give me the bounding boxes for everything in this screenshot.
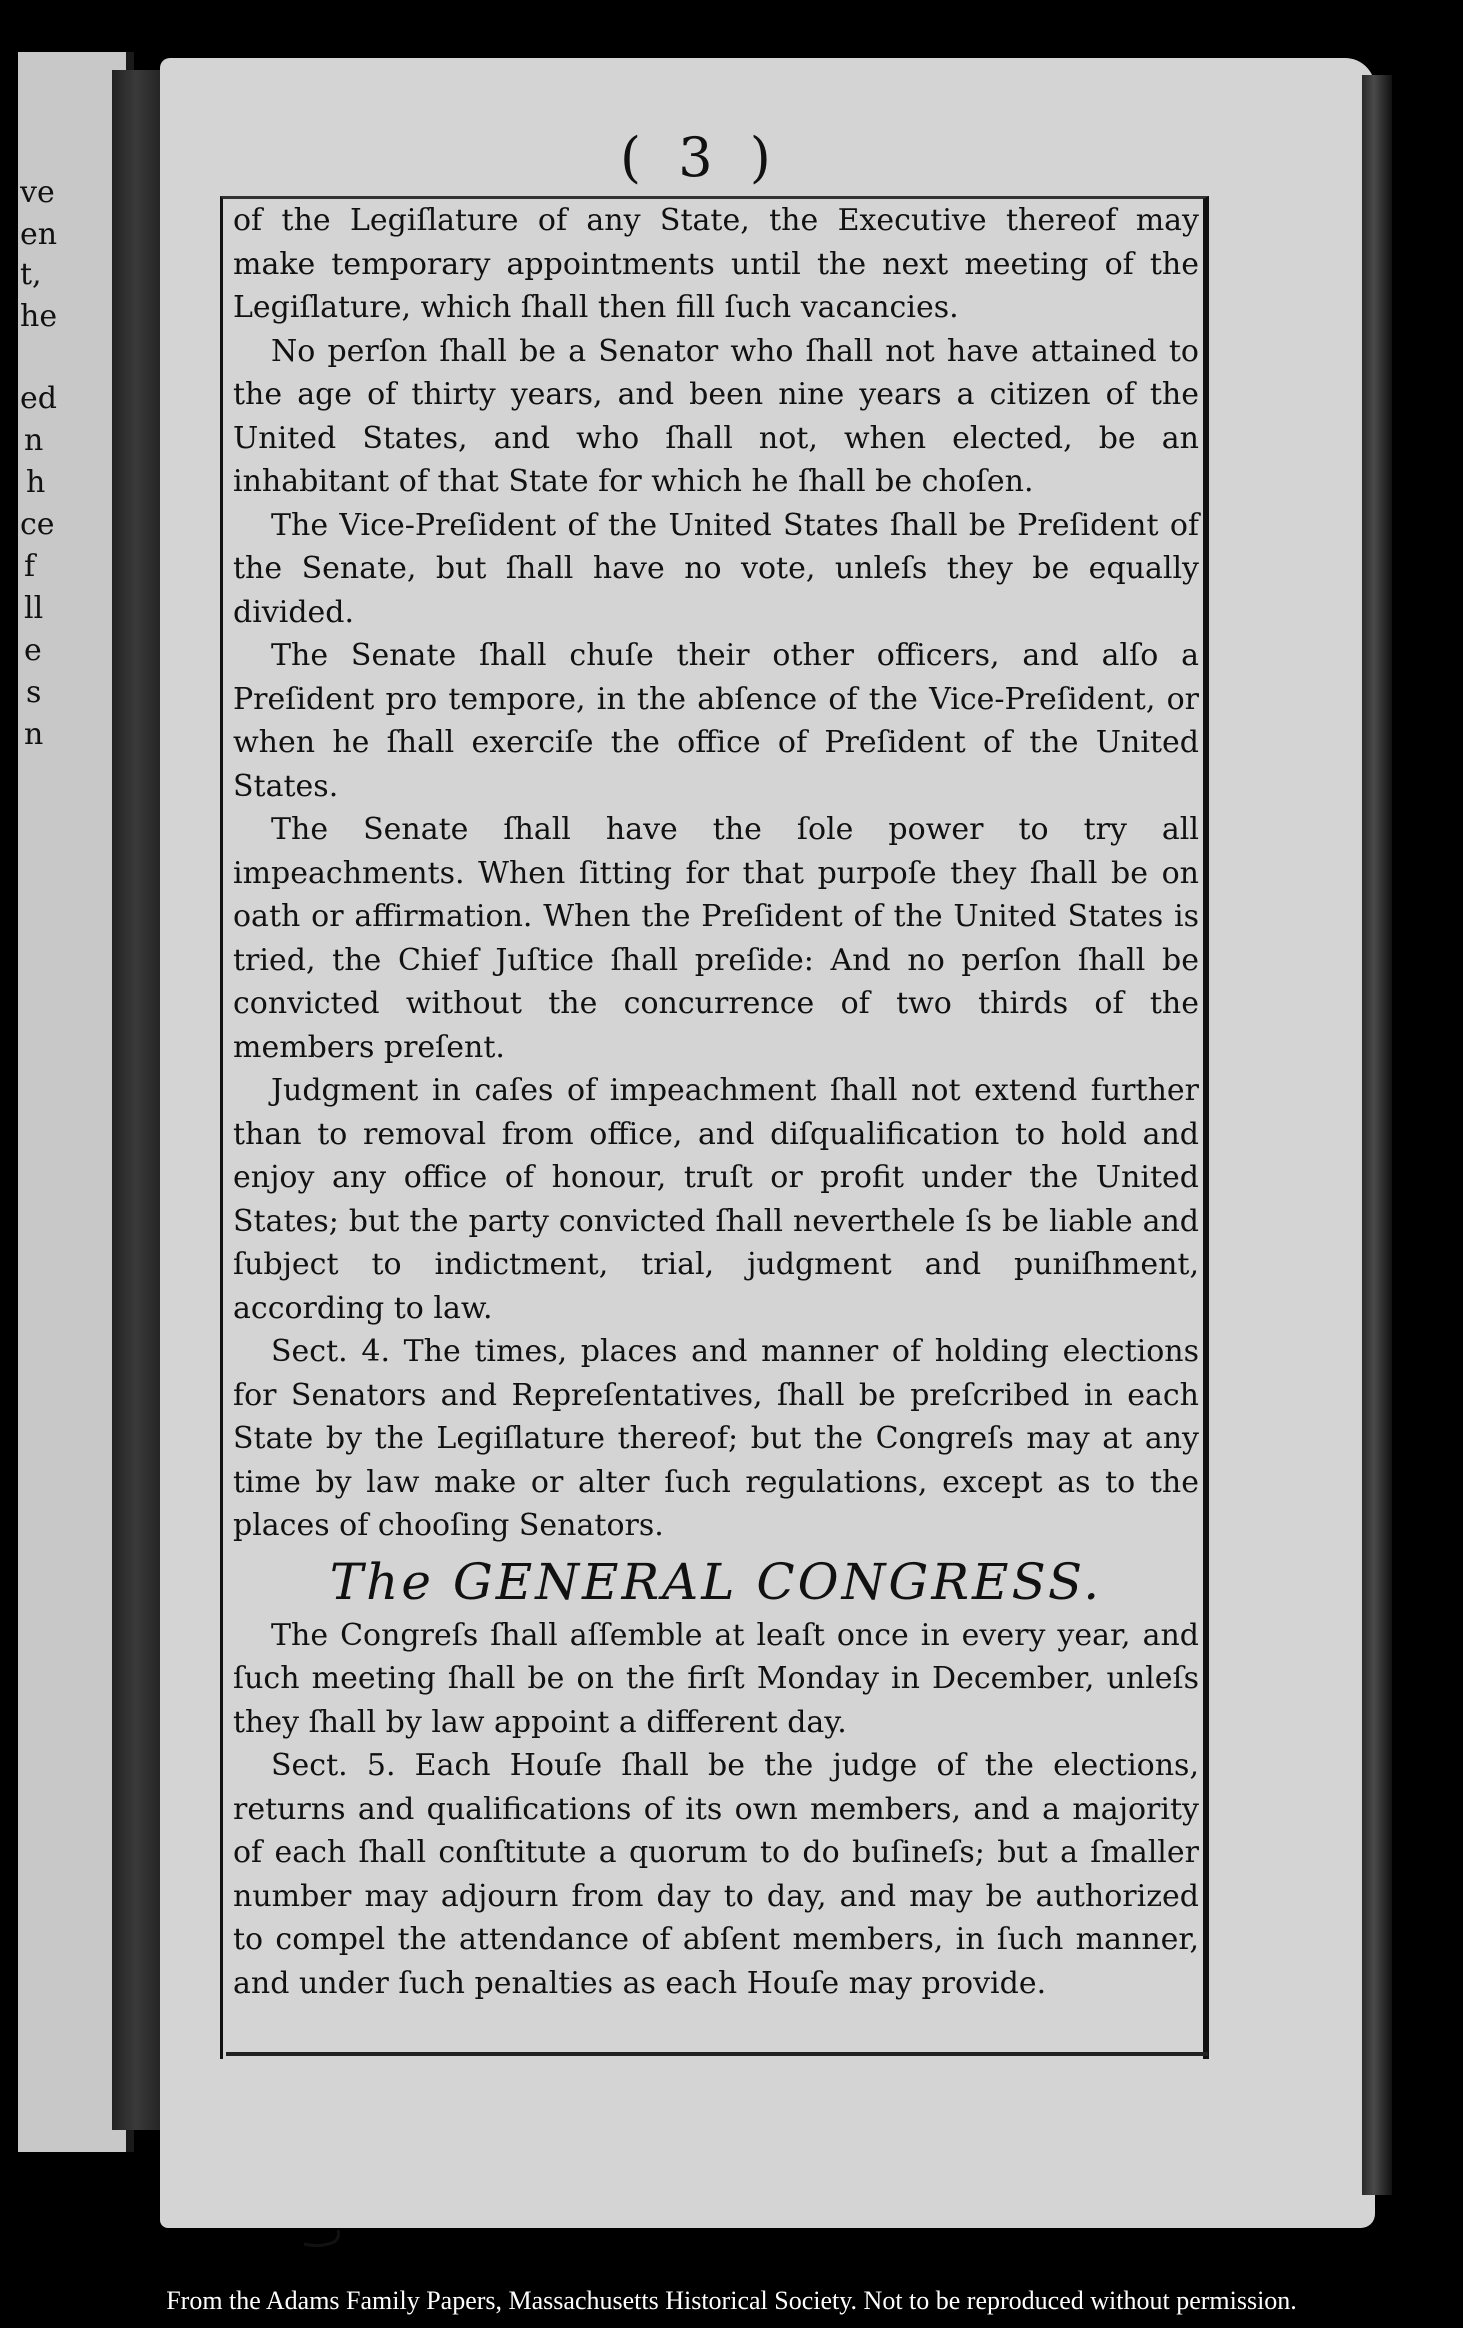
paragraph: The Vice-Preſident of the United States ſhall be Preſident of the Senate, but ſhall have no vote, unleſs they be equally divided. — [233, 507, 1199, 630]
facing-page-fragment: n — [24, 720, 44, 750]
pen-mark-icon — [300, 2222, 360, 2252]
facing-page-fragment: t, — [20, 260, 42, 290]
paragraph: of the Legiſlature of any State, the Executive thereof may make temporary appointments until the next meeting of the Legiſlature, which ſhall then fill ſuch vacancies. — [233, 203, 1199, 325]
body-text — [233, 199, 1199, 2005]
credit-line: From the Adams Family Papers, Massachusetts Historical Society. Not to be reproduced without permission. — [166, 2286, 1297, 2315]
paragraph: Sect. 4. The times, places and manner of holding elections for Senators and Repreſentatives, ſhall be preſcribed in each State by the Legiſlature thereof; but the Congreſs may at any time by law make or alter ſuch regulations, except as to the places of chooſing Senators. — [233, 1334, 1199, 1543]
facing-page-fragment: he — [20, 302, 58, 332]
facing-page-fragment: ed — [20, 384, 57, 414]
facing-page-fragment: ve — [20, 178, 55, 208]
facing-page-fragment: en — [20, 220, 58, 250]
paragraph: Sect. 5. Each Houſe ſhall be the judge of the elections, returns and qualifications of its own members, and a majority of each ſhall conſtitute a quorum to do buſineſs; but a ſmaller number may adjourn from day to day, and may be authorized to compel the attendance of abſent members, in ſuch manner, and under ſuch penalties as each Houſe may provide. — [233, 1748, 1199, 2001]
facing-page-fragment: ce — [20, 510, 55, 540]
facing-page-fragment: e — [24, 636, 42, 666]
paragraph: The Congreſs ſhall aſſemble at leaſt once in every year, and ſuch meeting ſhall be on the firſt Monday in December, unleſs they ſhall by law appoint a different day. — [233, 1617, 1199, 1740]
text-frame — [220, 196, 1209, 2059]
paragraph: No perſon ſhall be a Senator who ſhall not have attained to the age of thirty years, and been nine years a citizen of the United States, and who ſhall not, when elected, be an inhabitant of that State for which he ſhall be choſen. — [233, 333, 1199, 499]
facing-page-fragment: n — [24, 426, 44, 456]
paragraph: Judgment in caſes of impeachment ſhall not extend further than to removal from office, and diſqualification to hold and enjoy any office of honour, truſt or profit under the United States; but the party convicted ſhall neverthele ſs be liable and ſubject to indictment, trial, judgment and puniſhment, according to law. — [233, 1073, 1199, 1326]
frame-bottom-rule — [226, 2052, 1208, 2056]
section-heading: The GENERAL CONGRESS. — [329, 1552, 1103, 1611]
page-number: ( 3 ) — [620, 126, 781, 189]
facing-page-fragment: f — [24, 552, 36, 582]
facing-page-fragment: s — [26, 678, 42, 708]
facing-page-fragment: h — [26, 468, 46, 498]
facing-page-fragment: ll — [24, 594, 44, 624]
page-edge-shadow — [1362, 75, 1392, 2195]
paragraph: The Senate ſhall chuſe their other officers, and alſo a Preſident pro tempore, in the abſence of the Vice-Preſident, or when he ſhall exerciſe the office of Preſident of the United States. — [233, 638, 1199, 804]
paragraph: The Senate ſhall have the ſole power to try all impeachments. When ſitting for that purpoſe they ſhall be on oath or affirmation. When the Preſident of the United States is tried, the Chief Juſtice ſhall preſide: And no perſon ſhall be convicted without the concurrence of two thirds of the members preſent. — [233, 812, 1199, 1065]
